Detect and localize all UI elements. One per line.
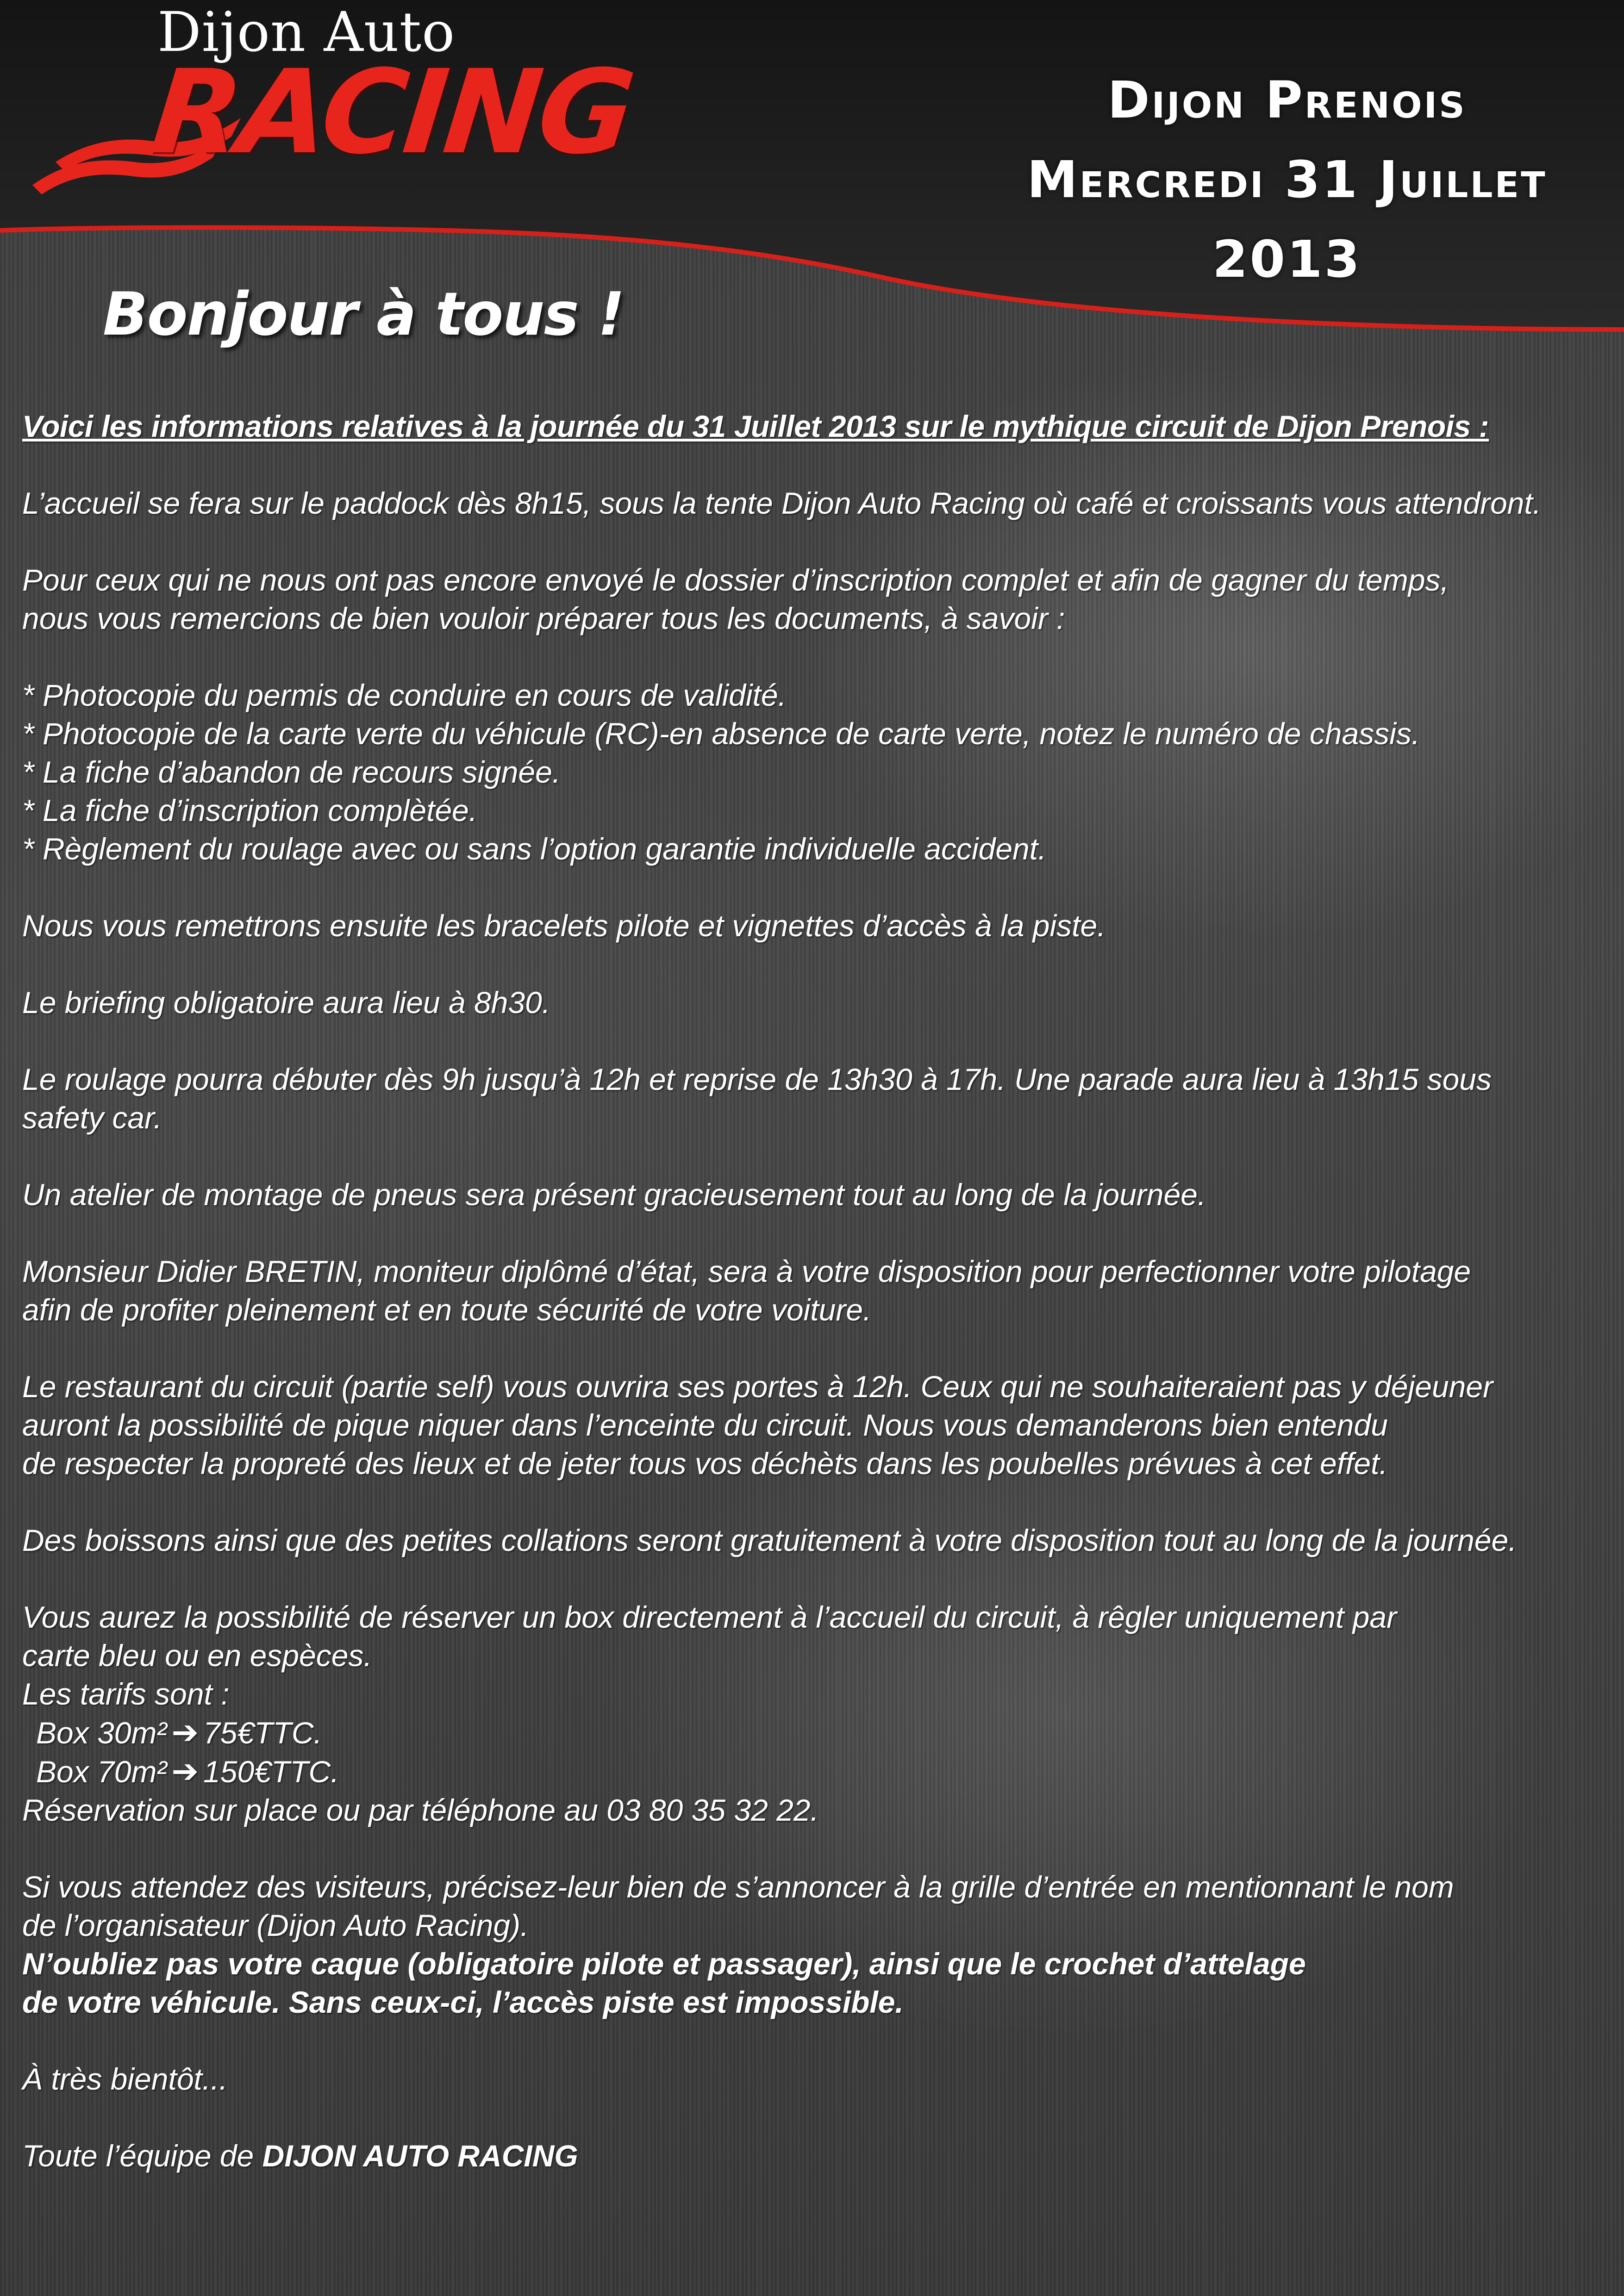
moniteur-line: Monsieur Didier BRETIN, moniteur diplômé d’état, sera à votre disposition pour perfectionner votre pilotage	[22, 1254, 1471, 1288]
boissons-text: Des boissons ainsi que des petites collations seront gratuitement à votre disposition tout au long de la journée.	[22, 1523, 1517, 1557]
restaurant-paragraph	[22, 1368, 1610, 1483]
bracelets-text: Nous vous remettrons ensuite les bracelets pilote et vignettes d’accès à la piste.	[22, 908, 1106, 943]
accueil-text: L’accueil se fera sur le paddock dès 8h15, sous la tente Dijon Auto Racing où café et croissants vous attendront.	[22, 486, 1542, 520]
dossier-line: Pour ceux qui ne nous ont pas encore envoyé le dossier d’inscription complet et afin de gagner du temps,	[22, 563, 1449, 597]
event-year: 2013	[1212, 230, 1362, 289]
box-label: Box 70m²	[36, 1755, 167, 1789]
warning-line: N’oubliez pas votre caque (obligatoire pilote et passager), ainsi que le crochet d’attelage	[22, 1947, 1306, 1981]
box-line: Les tarifs sont :	[22, 1677, 230, 1711]
signature	[22, 2137, 1610, 2175]
reservation-line: Réservation sur place ou par téléphone au 03 80 35 32 22.	[22, 1793, 819, 1827]
roulage-paragraph	[22, 1060, 1610, 1137]
letter-body	[22, 407, 1610, 2214]
event-info	[949, 60, 1624, 299]
box-price: 150€TTC.	[203, 1755, 339, 1789]
visiteurs-paragraph	[22, 1868, 1610, 2022]
moniteur-line: afin de profiter pleinement et en toute sécurité de votre voiture.	[22, 1293, 872, 1327]
dijon-auto-racing-logo	[0, 0, 741, 222]
right-arrow-icon: ➔	[171, 1714, 199, 1750]
document-item: * Photocopie du permis de conduire en cours de validité.	[22, 678, 787, 712]
document-item: * La fiche d’abandon de recours signée.	[22, 755, 561, 789]
box-line: Vous aurez la possibilité de réserver un box directement à l’accueil du circuit, à rêgler uniquement par	[22, 1600, 1397, 1634]
restaurant-line: Le restaurant du circuit (partie self) vous ouvrira ses portes à 12h. Ceux qui ne souhaiteraient pas y déjeuner	[22, 1369, 1493, 1404]
box-line: carte bleu ou en espèces.	[22, 1638, 372, 1673]
closing-text: À très bientôt...	[22, 2062, 228, 2096]
document-item: * Photocopie de la carte verte du véhicule (RC)-en absence de carte verte, notez le numéro de chassis.	[22, 716, 1420, 751]
atelier-text: Un atelier de montage de pneus sera présent gracieusement tout au long de la journée.	[22, 1177, 1206, 1212]
intro-line: Voici les informations relatives à la journée du 31 Juillet 2013 sur le mythique circuit de Dijon Prenois :	[22, 409, 1489, 443]
price-row	[22, 1713, 1610, 1752]
warning-line: de votre véhicule. Sans ceux-ci, l’accès piste est impossible.	[22, 1985, 904, 2019]
price-row	[22, 1752, 1610, 1791]
logo-main-text: RACING	[145, 45, 638, 180]
box-paragraph	[22, 1598, 1610, 1829]
restaurant-line: de respecter la propreté des lieux et de jeter tous vos déchèts dans les poubelles prévues à cet effet.	[22, 1446, 1388, 1481]
roulage-line: Le roulage pourra débuter dès 9h jusqu’à 12h et reprise de 13h30 à 17h. Une parade aura lieu à 13h15 sous	[22, 1062, 1492, 1096]
roulage-line: safety car.	[22, 1101, 162, 1135]
signature-prefix: Toute l’équipe de	[22, 2139, 262, 2173]
moniteur-paragraph	[22, 1252, 1610, 1329]
greeting-heading: Bonjour à tous !	[103, 280, 624, 349]
visiteurs-line: de l’organisateur (Dijon Auto Racing).	[22, 1908, 529, 1942]
logo-top-text: Dijon Auto	[157, 0, 456, 64]
event-date: Mercredi 31 Juillet	[1027, 150, 1547, 209]
briefing-text: Le briefing obligatoire aura lieu à 8h30.	[22, 985, 551, 1020]
right-arrow-icon: ➔	[171, 1753, 199, 1789]
dossier-paragraph	[22, 561, 1610, 638]
dossier-line: nous vous remercions de bien vouloir préparer tous les documents, à savoir :	[22, 601, 1065, 635]
restaurant-line: auront la possibilité de pique niquer dans l’enceinte du circuit. Nous vous demanderons bien entendu	[22, 1408, 1388, 1442]
visiteurs-line: Si vous attendez des visiteurs, précisez-leur bien de s’annoncer à la grille d’entrée en mentionnant le nom	[22, 1870, 1454, 1904]
documents-list	[22, 676, 1610, 868]
event-venue: Dijon Prenois	[1107, 70, 1467, 130]
box-price: 75€TTC.	[203, 1716, 322, 1750]
document-item: * La fiche d’inscription complètée.	[22, 793, 478, 828]
document-item: * Règlement du roulage avec ou sans l’option garantie individuelle accident.	[22, 832, 1047, 866]
signature-name: DIJON AUTO RACING	[262, 2139, 578, 2173]
box-label: Box 30m²	[36, 1716, 167, 1750]
